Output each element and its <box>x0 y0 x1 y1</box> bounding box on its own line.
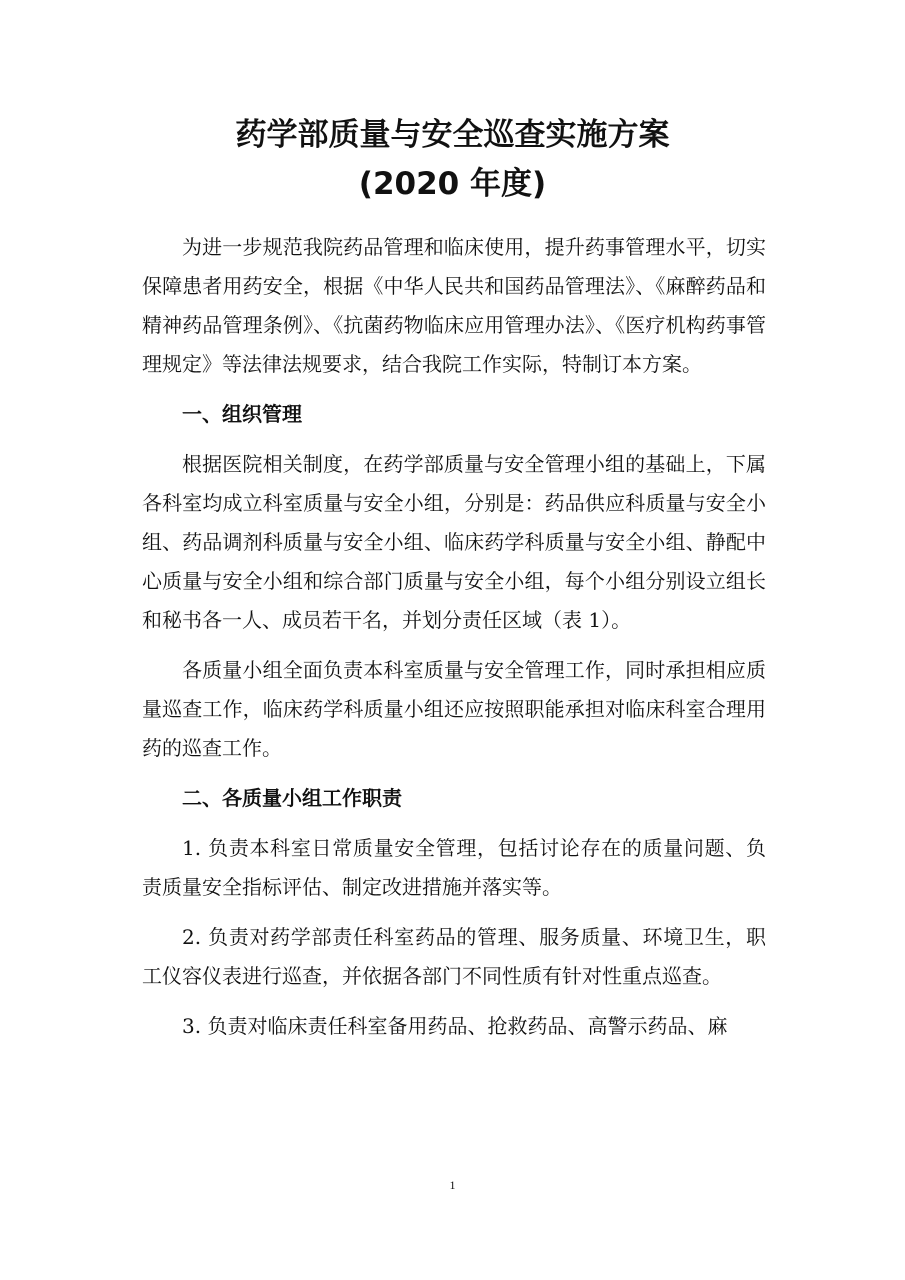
intro-paragraph: 为进一步规范我院药品管理和临床使用，提升药事管理水平，切实保障患者用药安全，根据《中华人民共和国药品管理法》、《麻醉药品和精神药品管理条例》、《抗菌药物临床应用管理办法》、《医疗机构药事管理规定》等法律法规要求，结合我院工作实际，特制订本方案。 <box>142 235 766 376</box>
list-item: 3. 负责对临床责任科室备用药品、抢救药品、高警示药品、麻 <box>182 1014 728 1038</box>
section-heading-duties: 二、各质量小组工作职责 <box>182 786 402 810</box>
document-subtitle: (2020 年度) <box>358 166 547 202</box>
page-number: 1 <box>449 1178 456 1192</box>
document-body <box>142 228 766 1046</box>
document-title: 药学部质量与安全巡查实施方案 <box>235 117 670 153</box>
list-item: 2. 负责对药学部责任科室药品的管理、服务质量、环境卫生，职工仪容仪表进行巡查，并依据各部门不同性质有针对性重点巡查。 <box>142 925 766 988</box>
list-item: 1. 负责本科室日常质量安全管理，包括讨论存在的质量问题、负责质量安全指标评估、制定改进措施并落实等。 <box>142 836 766 899</box>
paragraph: 根据医院相关制度，在药学部质量与安全管理小组的基础上，下属各科室均成立科室质量与安全小组，分别是：药品供应科质量与安全小组、药品调剂科质量与安全小组、临床药学科质量与安全小组、静配中心质量与安全小组和综合部门质量与安全小组，每个小组分别设立组长和秘书各一人、成员若干名，并划分责任区域（表 1）。 <box>142 452 766 632</box>
section-heading-organization: 一、组织管理 <box>182 402 302 426</box>
paragraph: 各质量小组全面负责本科室质量与安全管理工作，同时承担相应质量巡查工作，临床药学科质量小组还应按照职能承担对临床科室合理用药的巡查工作。 <box>142 658 766 760</box>
